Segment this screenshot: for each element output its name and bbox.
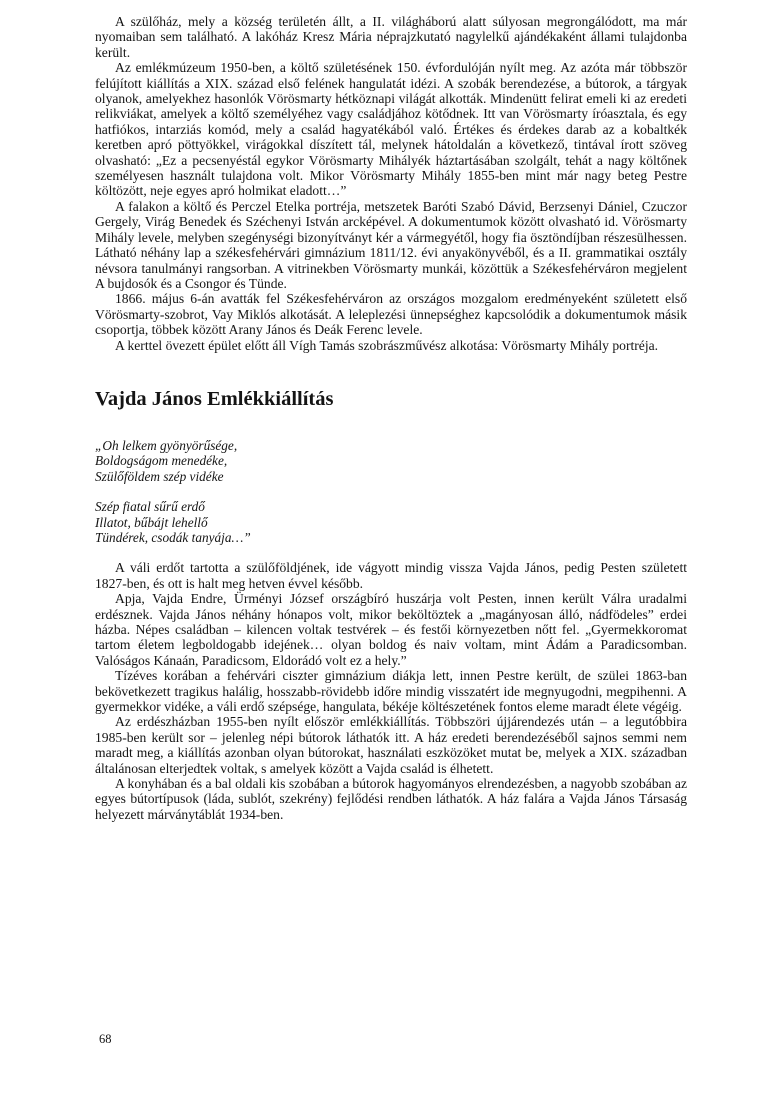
page-body — [95, 14, 687, 822]
paragraph: A váli erdőt tartotta a szülőföldjének, ide vágyott mindig vissza Vajda János, pedig Pesten született 1827-ben, és ott is halt meg hetven évvel később. — [95, 560, 687, 591]
poem-stanza — [95, 438, 687, 484]
paragraph: Az emlékmúzeum 1950-ben, a költő születésének 150. évfordulóján nyílt meg. Az azóta már többször felújított kiállítás a XIX. század első felének hangulatát idézi. A szobák berendezése, a bútorok, a tárgyak olyanok, amelyekhez hasonlók Vörösmarty hétköznapi világát alkották. Mindenütt felirat emeli ki az eredeti relikviákat, amelyek a költő személyéhez vagy családjához kötődnek. Itt van Vörösmarty íróasztala, és egy hatfiókos, intarziás komód, mely a család hagyatékából való. Értékes és érdekes darab az a kobaltkék keretben apró pöttyökkel, virágokkal díszített tál, melynek hátoldalán a következő, tintával írott szöveg olvasható: „Ez a pecsenyéstál egykor Vörösmarty Mihályék háztartásában szolgált, tehát a nagy költőnek személyesen használt tulajdona volt. Mikor Vörösmarty Mihály 1855-ben mint már nagy beteg Pestre költözött, neje egyes apró holmikat eladott…” — [95, 60, 687, 199]
poem-quote — [95, 438, 687, 545]
page-number: 68 — [99, 1032, 112, 1046]
section-heading: Vajda János Emlékkiállítás — [95, 387, 334, 410]
paragraph: A szülőház, mely a község területén állt, a II. világháború alatt súlyosan megrongálódott, ma már nyomaiban sem található. A lakóház Kresz Mária néprajzkutató nagylelkű ajándékaként állami tulajdonba került. — [95, 14, 687, 60]
paragraph: Tízéves korában a fehérvári ciszter gimnázium diákja lett, innen Pestre került, de szülei 1863-ban bekövetkezett tragikus halálig, hosszabb-rövidebb időre mindig visszatért ide megnyugodni, megpihenni. A gyermekkor vidéke, a váli erdő szépsége, hangulata, békéje költészetének fontos eleme maradt élete végéig. — [95, 668, 687, 715]
paragraph: A falakon a költő és Perczel Etelka portréja, metszetek Baróti Szabó Dávid, Berzsenyi Dániel, Czuczor Gergely, Virág Benedek és Széchenyi István arcképével. A dokumentumok között olvasható id. Vörösmarty Mihály levele, melyben szegénységi bizonyítványt kér a vármegyétől, hogy fia ösztöndíjban részesülhessen. Látható néhány lap a székesfehérvári gimnázium 1811/12. évi anyakönyvéből, és a II. grammatikai osztály névsora tanulmányi rangsorban. A vitrinekben Vörösmarty munkái, közöttük a Székesfehérváron megjelent A bujdosók és a Csongor és Tünde. — [95, 198, 687, 291]
poem-line: Tündérek, csodák tanyája…” — [95, 529, 251, 545]
paragraph: Apja, Vajda Endre, Ürményi József országbíró huszárja volt Pesten, innen került Válra uradalmi erdésznek. Vajda János néhány hónapos volt, mikor beköltöztek a „magányosan álló, nádfödeles” erdei házba. Népes családban – kilencen voltak testvérek – és festői környezetben nőtt fel. „Gyermekkoromat tartom életem legboldogabb idejének… olyan boldog és naiv voltam, mint Ádám a Paradicsomban. Valóságos Kánaán, Paradicsom, Eldorádó volt ez a hely.” — [95, 591, 687, 668]
poem-line: Szülőföldem szép vidéke — [95, 468, 224, 484]
paragraph: A konyhában és a bal oldali kis szobában a bútorok hagyományos elrendezésben, a nagyobb szobában az egyes bútortípusok (láda, sublót, szekrény) fejlődési rendben láthatók. A ház falára a Vajda János Társaság helyezett márványtáblát 1934-ben. — [95, 776, 687, 822]
paragraph: A kerttel övezett épület előtt áll Vígh Tamás szobrászművész alkotása: Vörösmarty Mihály portréja. — [115, 337, 659, 353]
poem-stanza — [95, 499, 687, 545]
poem-line: „Oh lelkem gyönyörűsége, — [95, 437, 238, 453]
poem-line: Illatot, bűbájt lehellő — [95, 514, 208, 530]
poem-line: Boldogságom menedéke, — [95, 453, 228, 469]
section-vorosmarty — [95, 14, 687, 353]
paragraph: Az erdészházban 1955-ben nyílt először emlékkiállítás. Többszöri újjárendezés után – a legutóbbira 1985-ben került sor – jelenleg népi bútorok láthatók itt. A ház eredeti berendezéséből sajnos semmi nem maradt meg, a kiállítás azonban olyan bútorokat, használati eszközöket mutat be, melyek a XIX. században általánosan elterjedtek voltak, s amelyek között a Vajda család is élhetett. — [95, 714, 687, 776]
section-vajda — [95, 560, 687, 822]
paragraph: 1866. május 6-án avatták fel Székesfehérváron az országos mozgalom eredményeként született első Vörösmarty-szobrot, Vay Miklós alkotását. A leleplezési ünnepséghez kapcsolódik a dokumentumok másik csoportja, többek között Arany János és Deák Ferenc levele. — [95, 291, 687, 338]
poem-line: Szép fiatal sűrű erdő — [95, 499, 205, 515]
